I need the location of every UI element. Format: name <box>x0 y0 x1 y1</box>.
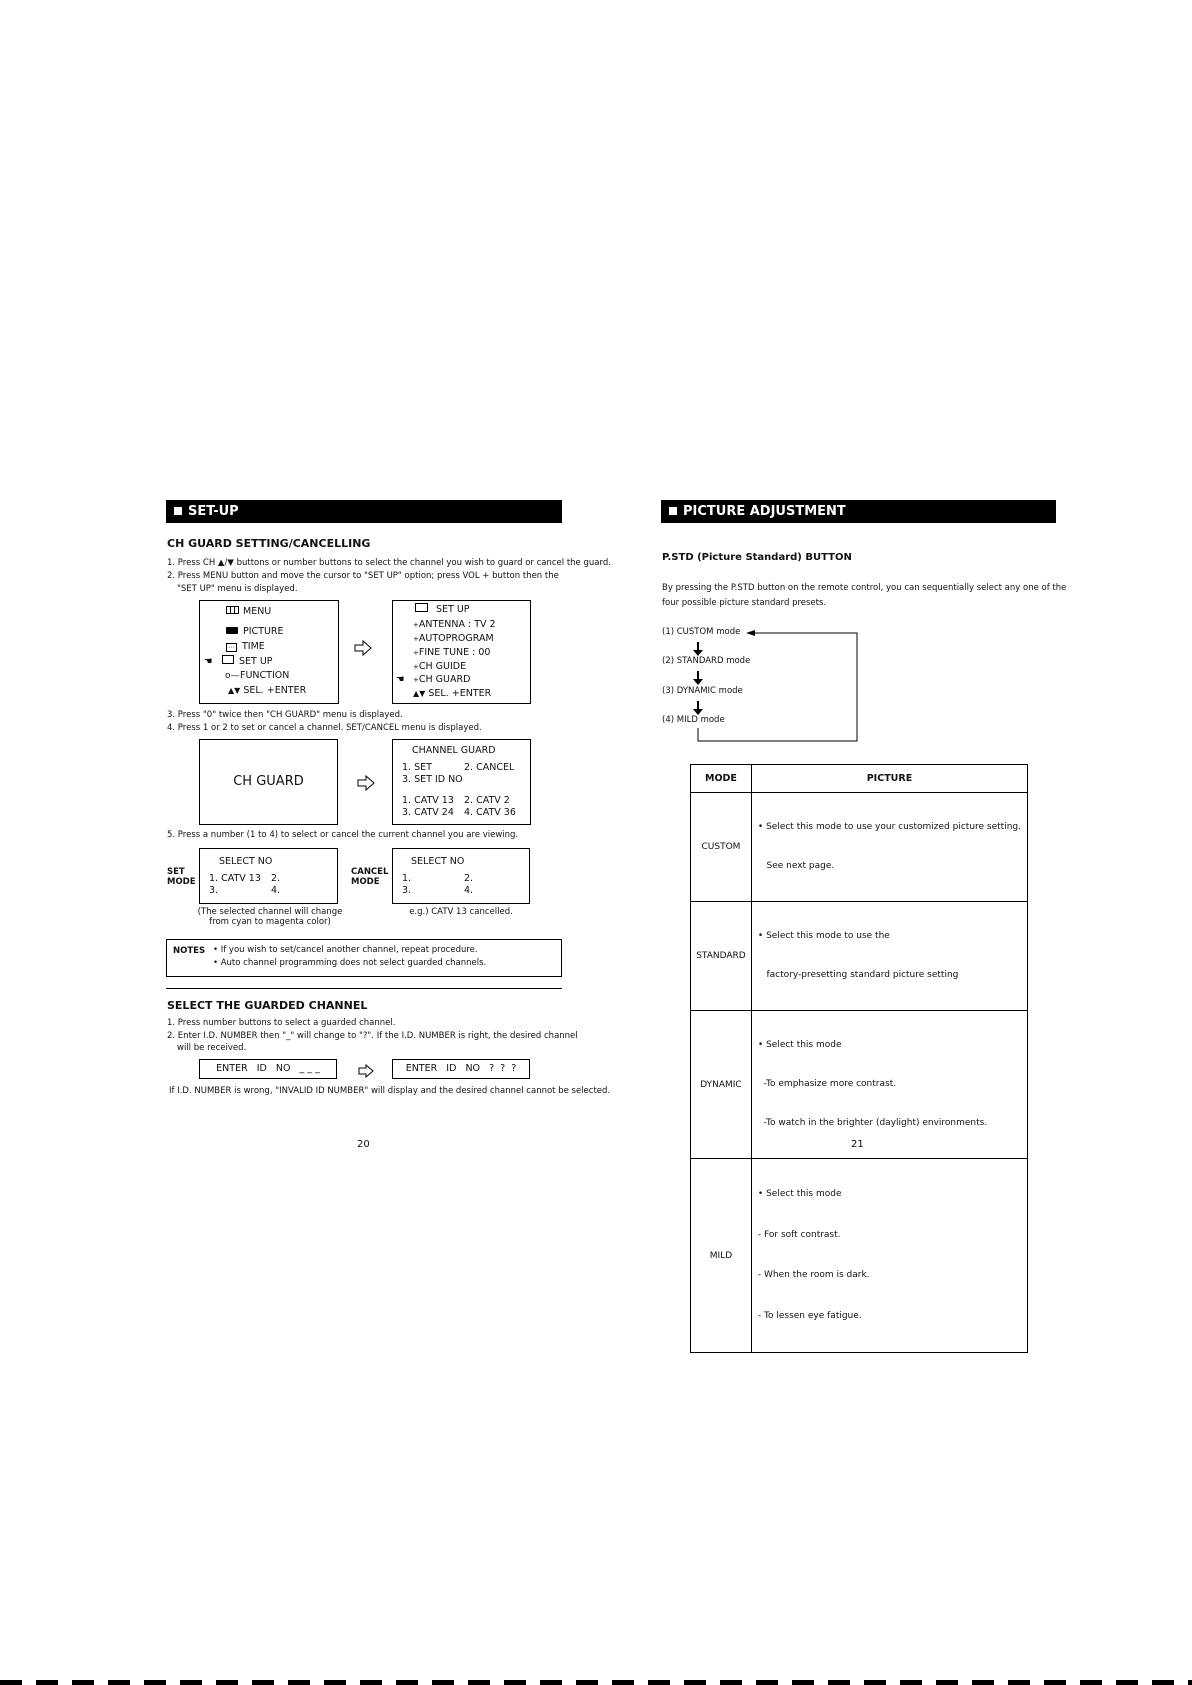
menu-title-row <box>226 605 271 619</box>
caption-line-1: (The selected channel will change <box>197 907 343 917</box>
return-loop-line <box>698 633 857 741</box>
picture-adjustment-header <box>661 500 1056 523</box>
menu-footer-enter: ENTER <box>274 685 307 696</box>
option-set-id: 3. SET ID NO <box>402 774 463 785</box>
mode-cell: MILD <box>691 1159 752 1353</box>
pointer-hand-icon: ☚ <box>204 656 213 667</box>
menu-footer-sel: SEL. <box>243 685 264 696</box>
flow-mode-4: (4) MILD mode <box>662 715 725 725</box>
cancel-slot-2: 2. <box>464 873 474 884</box>
menu-item-label: TIME <box>242 641 265 652</box>
picture-cell <box>751 1011 1027 1159</box>
bottom-dashed-border <box>0 1680 1192 1685</box>
mode-cell: STANDARD <box>691 902 752 1011</box>
cell-line: • Select this mode <box>757 1189 842 1199</box>
set-slot-3: 3. <box>209 885 219 896</box>
up-down-icon: ▲▼ <box>228 686 241 695</box>
ch-guard-section-title: CH GUARD SETTING/CANCELLING <box>167 537 371 550</box>
plus-icon: + <box>266 685 275 696</box>
step-4: 4. Press 1 or 2 to set or cancel a channel. SET/CANCEL menu is displayed. <box>167 723 482 733</box>
mode-table <box>690 764 1028 1353</box>
channel-3: 3. CATV 24 <box>402 807 454 818</box>
set-label: SET <box>167 867 185 877</box>
menu-item-label: FUNCTION <box>240 670 290 681</box>
setup-item-label: CH GUARD <box>418 674 471 685</box>
step-5: 5. Press a number (1 to 4) to select or cancel the current channel you are viewing. <box>167 830 519 840</box>
setup-footer <box>413 687 491 701</box>
plus-icon: + <box>482 571 490 581</box>
setup-icon <box>415 603 428 612</box>
cancel-slot-1: 1. <box>402 873 412 884</box>
channel-guard-title: CHANNEL GUARD <box>412 745 496 756</box>
cell-line: - To lessen eye fatigue. <box>757 1310 862 1321</box>
setup-item: +ANTENNA : TV 2 <box>413 619 496 630</box>
menu-screen <box>199 600 339 704</box>
setup-screen <box>392 600 531 704</box>
menu-item-label: PICTURE <box>243 626 284 637</box>
intro-line-1: By pressing the P.STD button on the remote control, you can sequentially select any one of the <box>662 583 1067 593</box>
camera-icon <box>226 627 238 634</box>
setup-icon <box>222 655 234 664</box>
menu-item-setup <box>204 655 273 669</box>
table-row <box>691 793 1028 902</box>
ch-guard-label: CH GUARD <box>233 774 304 789</box>
cell-line: -To emphasize more contrast. <box>757 1079 897 1089</box>
set-slot-4: 4. <box>271 885 281 896</box>
option-cancel: 2. CANCEL <box>464 762 515 773</box>
select-no-title: SELECT NO <box>219 856 273 867</box>
cell-line: - When the room is dark. <box>757 1270 870 1280</box>
flow-mode-1: (1) CUSTOM mode <box>662 627 741 637</box>
notes-label: NOTES <box>173 946 206 956</box>
step-3: 3. Press "0" twice then "CH GUARD" menu is displayed. <box>167 710 403 720</box>
setup-item-label: FINE TUNE : 00 <box>418 647 491 658</box>
cancel-label: CANCEL <box>351 867 389 877</box>
guarded-channel-section-title: SELECT THE GUARDED CHANNEL <box>167 999 368 1012</box>
setup-footer-sel: SEL. <box>428 688 449 699</box>
enter-id-box-filled: ENTER ID NO ? ? ? <box>392 1059 530 1079</box>
left-arrow-head-icon <box>746 630 755 636</box>
cancel-mode-label <box>351 867 388 887</box>
caption-line-2: from cyan to magenta color) <box>209 917 331 927</box>
header-picture: PICTURE <box>751 765 1027 793</box>
step-1-pre: 1. Press CH <box>167 558 216 568</box>
cell-line: factory-presetting standard picture setting <box>757 970 959 980</box>
cancel-mode-screen <box>392 848 530 904</box>
menu-item-picture <box>226 625 284 639</box>
step-1-post: buttons or number buttons to select the channel you wish to guard or cancel the guard. <box>236 558 611 568</box>
cell-line: - For soft contrast. <box>757 1229 841 1240</box>
mode-cell: DYNAMIC <box>691 1011 752 1159</box>
setup-header-label: SET-UP <box>188 504 239 519</box>
setup-header <box>166 500 562 523</box>
menu-item-function <box>225 669 289 683</box>
mode-label: MODE <box>167 877 196 887</box>
down-arrow-icon <box>693 671 703 685</box>
mode-cycle-arrows <box>660 625 860 745</box>
set-mode-screen <box>199 848 338 904</box>
pointer-hand-icon: ☚ <box>396 674 405 685</box>
channel-1: 1. CATV 13 <box>402 795 454 806</box>
flow-mode-2: (2) STANDARD mode <box>662 656 751 666</box>
cell-line: -To watch in the brighter (daylight) environments. <box>757 1118 988 1128</box>
setup-item: +FINE TUNE : 00 <box>413 647 491 658</box>
menu-title: MENU <box>243 606 272 617</box>
up-triangle-icon: ▲ <box>217 558 225 568</box>
down-arrow-icon <box>693 701 703 715</box>
menu-item-time <box>226 640 265 654</box>
step-2 <box>167 571 559 582</box>
square-bullet-icon <box>174 507 182 515</box>
picture-cell <box>751 902 1027 1011</box>
cell-line: • Select this mode to use the <box>757 931 890 941</box>
table-row <box>691 1159 1028 1353</box>
setup-item-label: AUTOPROGRAM <box>418 633 494 644</box>
step-1: 1. Press CH ▲/▼ buttons or number buttons to select the channel you wish to guard or cancel the guard. <box>167 558 611 568</box>
cancel-slot-4: 4. <box>464 885 474 896</box>
select-step-2: 2. Enter I.D. NUMBER then "_" will change to "?". If the I.D. NUMBER is right, the desired channel <box>167 1031 578 1041</box>
enter-id-box-blank: ENTER ID NO _ _ _ <box>199 1059 337 1079</box>
right-arrow-icon <box>358 1063 374 1082</box>
channel-guard-screen <box>392 739 531 825</box>
menu-item-label: SET UP <box>239 656 273 667</box>
setup-item: +CH GUIDE <box>413 661 467 672</box>
set-slot-1: 1. CATV 13 <box>209 873 261 884</box>
cell-line: • Select this mode to use your customized picture setting. <box>757 822 1021 832</box>
plus-icon: + <box>451 688 460 699</box>
step-2-b: button then the <box>492 571 559 581</box>
set-mode-label <box>167 867 196 887</box>
table-row <box>691 1011 1028 1159</box>
mode-label: MODE <box>351 877 380 887</box>
picture-cell <box>751 793 1027 902</box>
mode-cell: CUSTOM <box>691 793 752 902</box>
table-header-row <box>691 765 1028 793</box>
select-step-2-cont: will be received. <box>177 1043 247 1053</box>
header-mode: MODE <box>691 765 752 793</box>
step-2-a: 2. Press MENU button and move the cursor to "SET UP" option; press VOL <box>167 571 480 581</box>
pstd-subtitle: P.STD (Picture Standard) BUTTON <box>662 552 852 563</box>
set-slot-2: 2. <box>271 873 281 884</box>
picture-cell <box>751 1159 1027 1353</box>
channel-4: 4. CATV 36 <box>464 807 516 818</box>
flow-mode-3: (3) DYNAMIC mode <box>662 686 743 696</box>
select-step-1: 1. Press number buttons to select a guarded channel. <box>167 1018 396 1028</box>
setup-title-row <box>415 603 470 617</box>
clock-icon: ⋯ <box>226 643 237 652</box>
picture-adjustment-header-label: PICTURE ADJUSTMENT <box>683 504 846 519</box>
option-set: 1. SET <box>402 762 432 773</box>
down-triangle-icon: ▼ <box>227 558 234 568</box>
cell-line: See next page. <box>757 861 835 871</box>
note-2: • Auto channel programming does not select guarded channels. <box>213 958 487 968</box>
cancel-slot-3: 3. <box>402 885 412 896</box>
intro-line-2: four possible picture standard presets. <box>662 598 827 608</box>
invalid-id-note: If I.D. NUMBER is wrong, "INVALID ID NUMBER" will display and the desired channel cannot be selected. <box>169 1086 611 1096</box>
down-arrow-icon <box>693 642 703 656</box>
setup-item-label: ANTENNA : TV 2 <box>418 619 496 630</box>
key-icon: o— <box>225 671 240 681</box>
up-down-icon: ▲▼ <box>413 689 426 698</box>
right-arrow-icon <box>357 775 375 795</box>
square-bullet-icon <box>669 507 677 515</box>
note-1: • If you wish to set/cancel another channel, repeat procedure. <box>213 945 478 955</box>
step-2-cont: "SET UP" menu is displayed. <box>177 584 298 594</box>
set-mode-caption <box>185 907 355 927</box>
notes-box <box>166 939 562 977</box>
setup-footer-enter: ENTER <box>459 688 492 699</box>
setup-item-selected: ☚ +CH GUARD <box>396 674 471 685</box>
setup-title: SET UP <box>436 604 470 615</box>
cancel-mode-caption: e.g.) CATV 13 cancelled. <box>409 907 513 917</box>
ch-guard-screen <box>199 739 338 825</box>
page-number-right: 21 <box>851 1139 864 1150</box>
table-row <box>691 902 1028 1011</box>
select-no-title: SELECT NO <box>411 856 465 867</box>
channel-2: 2. CATV 2 <box>464 795 510 806</box>
setup-item: +AUTOPROGRAM <box>413 633 494 644</box>
cell-line: • Select this mode <box>757 1040 842 1050</box>
menu-icon <box>226 606 239 614</box>
setup-item-label: CH GUIDE <box>418 661 467 672</box>
menu-footer <box>228 684 306 698</box>
page-number-left: 20 <box>357 1139 370 1150</box>
right-arrow-icon <box>354 640 372 660</box>
section-divider <box>166 988 562 989</box>
